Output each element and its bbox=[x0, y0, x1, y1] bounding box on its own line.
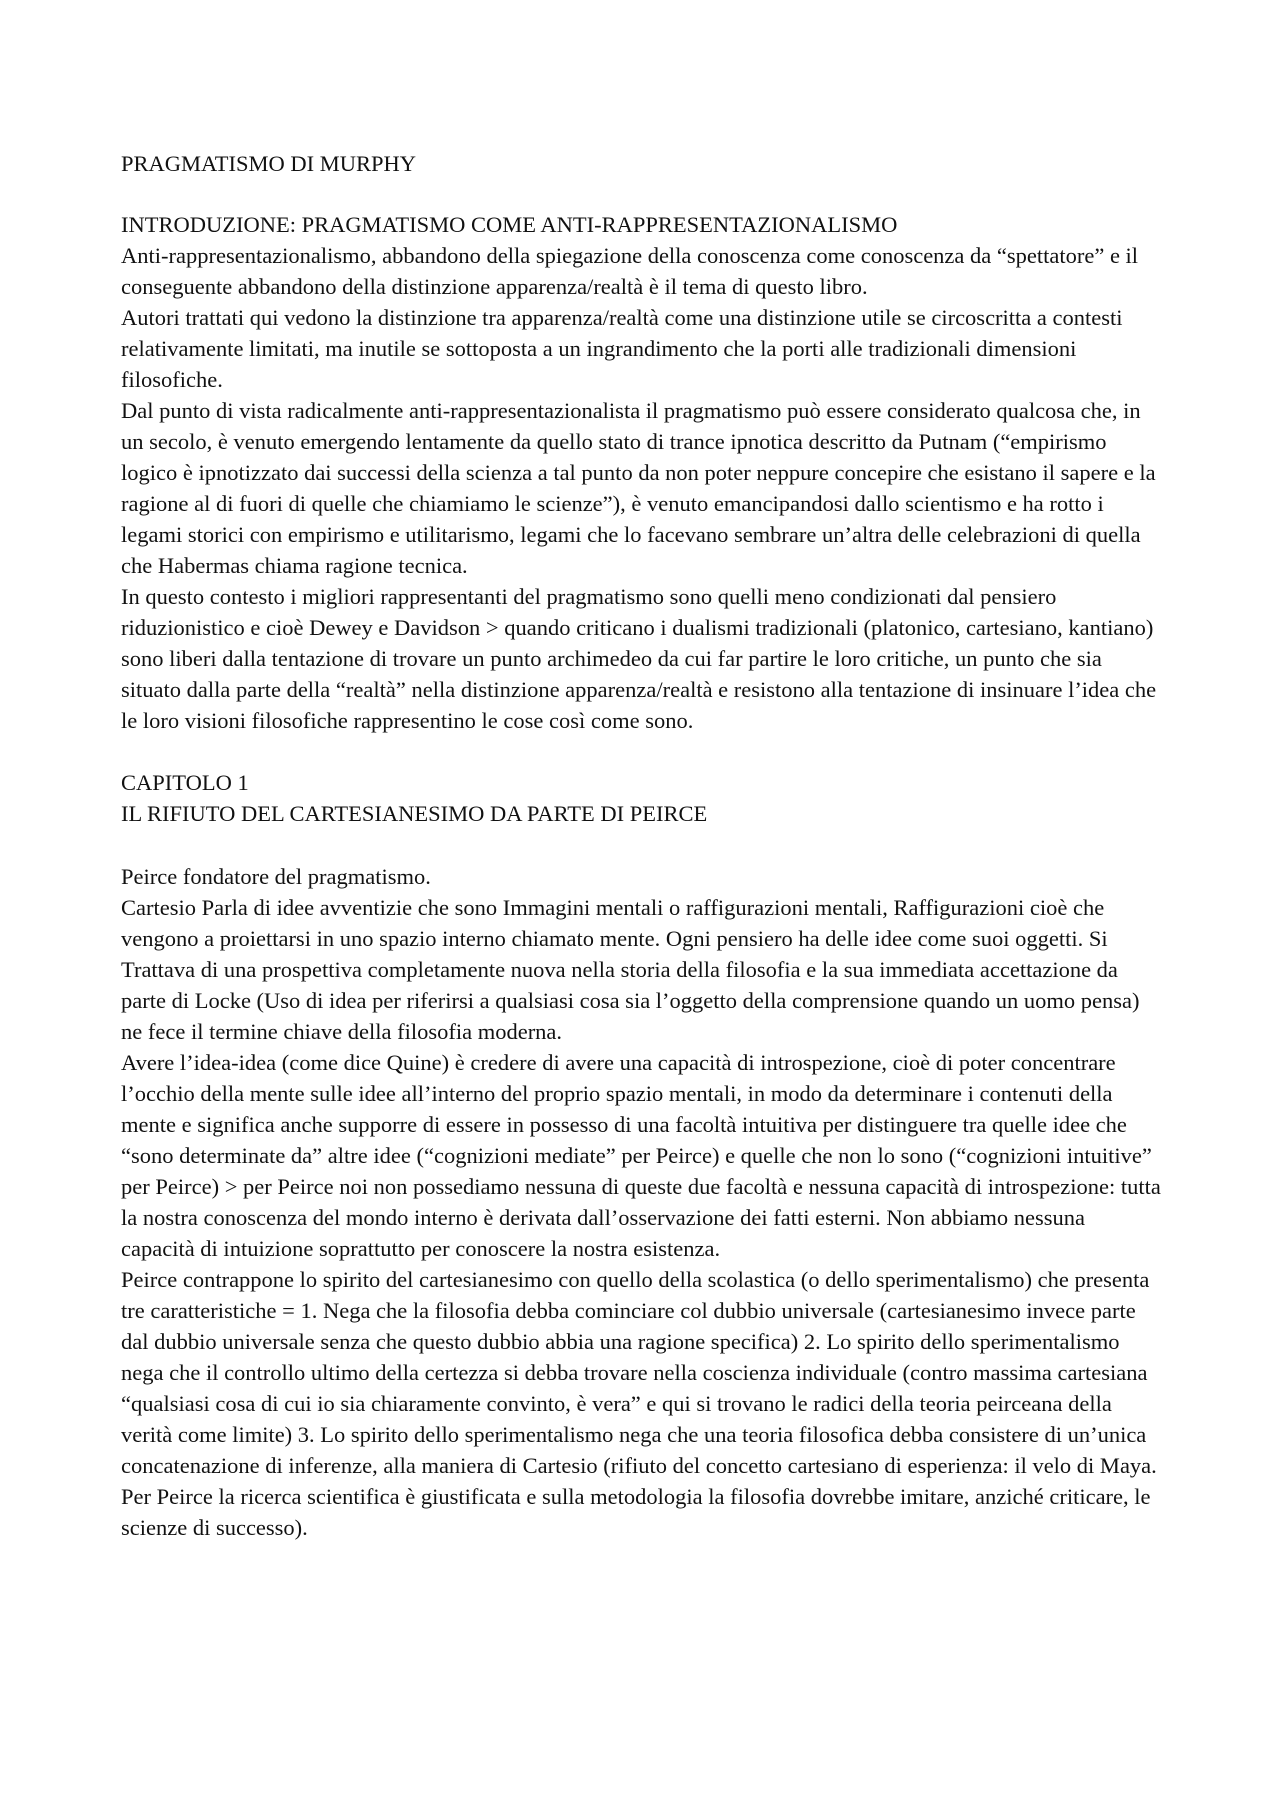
section-spacer bbox=[121, 736, 1161, 767]
section-spacer bbox=[121, 829, 1161, 861]
chapter-paragraph: Peirce contrappone lo spirito del cartesianesimo con quello della scolastica (o dello sperimentalismo) che presenta tre caratteristiche = 1. Nega che la filosofia debba cominciare col dubbio universale (cartesianesimo invece parte dal dubbio universale senza che questo dubbio abbia una ragione specifica) 2. Lo spirito dello sperimentalismo nega che il controllo ultimo della certezza si debba trovare nella coscienza individuale (contro massima cartesiana “qualsiasi cosa di cui io sia chiaramente convinto, è vera” e qui si trovano le radici della teoria peirceana della verità come limite) 3. Lo spirito dello sperimentalismo nega che una teoria filosofica debba consistere di un’unica concatenazione di inferenze, alla maniera di Cartesio (rifiuto del concetto cartesiano di esperienza: il velo di Maya. Per Peirce la ricerca scientifica è giustificata e sulla metodologia la filosofia dovrebbe imitare, anziché criticare, le scienze di successo). bbox=[121, 1267, 1157, 1540]
chapter-heading: IL RIFIUTO DEL CARTESIANESIMO DA PARTE DI PEIRCE bbox=[121, 801, 708, 826]
chapter-paragraph: Avere l’idea-idea (come dice Quine) è credere di avere una capacità di introspezione, cioè di poter concentrare l’occhio della mente sulle idee all’interno del proprio spazio mentali, in modo da determinare i contenuti della mente e significa anche supporre di essere in possesso di una facoltà intuitiva per distinguere tra quelle idee che “sono determinate da” altre idee (“cognizioni mediate” per Peirce) e quelle che non lo sono (“cognizioni intuitive” per Peirce) > per Peirce noi non possediamo nessuna di queste due facoltà e nessuna capacità di introspezione: tutta la nostra conoscenza del mondo interno è derivata dall’osservazione dei fatti esterni. Non abbiamo nessuna capacità di intuizione soprattutto per conoscere la nostra esistenza. bbox=[121, 1050, 1161, 1261]
document-page bbox=[121, 148, 1161, 1543]
intro-paragraph: Anti-rappresentazionalismo, abbandono della spiegazione della conoscenza come conoscenza da “spettatore” e il conseguente abbandono della distinzione apparenza/realtà è il tema di questo libro. bbox=[121, 243, 1139, 299]
intro-paragraph: Autori trattati qui vedono la distinzione tra apparenza/realtà come una distinzione utile se circoscritta a contesti relativamente limitati, ma inutile se sottoposta a un ingrandimento che la porti alle tradizionali dimensioni filosofiche. bbox=[121, 305, 1123, 392]
chapter-paragraph: Cartesio Parla di idee avventizie che sono Immagini mentali o raffigurazioni mentali, Raffigurazioni cioè che vengono a proiettarsi in uno spazio interno chiamato mente. Ogni pensiero ha delle idee come suoi oggetti. Si Trattava di una prospettiva completamente nuova nella storia della filosofia e la sua immediata accettazione da parte di Locke (Uso di idea per riferirsi a qualsiasi cosa sia l’oggetto della comprensione quando un uomo pensa) ne fece il termine chiave della filosofia moderna. bbox=[121, 895, 1140, 1044]
chapter-paragraph: Peirce fondatore del pragmatismo. bbox=[121, 864, 431, 889]
intro-paragraph: In questo contesto i migliori rappresentanti del pragmatismo sono quelli meno condizionati dal pensiero riduzionistico e cioè Dewey e Davidson > quando criticano i dualismi tradizionali (platonico, cartesiano, kantiano) sono liberi dalla tentazione di trovare un punto archimedeo da cui far partire le loro critiche, un punto che sia situato dalla parte della “realtà” nella distinzione apparenza/realtà e resistono alla tentazione di insinuare l’idea che le loro visioni filosofiche rappresentino le cose così come sono. bbox=[121, 584, 1157, 733]
intro-paragraph: Dal punto di vista radicalmente anti-rappresentazionalista il pragmatismo può essere considerato qualcosa che, in un secolo, è venuto emergendo lentamente da quello stato di trance ipnotica descritto da Putnam (“empirismo logico è ipnotizzato dai successi della scienza a tal punto da non poter neppure concepire che esistano il sapere e la ragione al di fuori di quelle che chiamiamo le scienze”), è venuto emancipandosi dallo scientismo e ha rotto i legami storici con empirismo e utilitarismo, legami che lo facevano sembrare un’altra delle celebrazioni di quella che Habermas chiama ragione tecnica. bbox=[121, 398, 1156, 578]
intro-heading: INTRODUZIONE: PRAGMATISMO COME ANTI-RAPPRESENTAZIONALISMO bbox=[121, 212, 898, 237]
chapter-label: CAPITOLO 1 bbox=[121, 770, 249, 795]
document-title: PRAGMATISMO DI MURPHY bbox=[121, 151, 417, 176]
